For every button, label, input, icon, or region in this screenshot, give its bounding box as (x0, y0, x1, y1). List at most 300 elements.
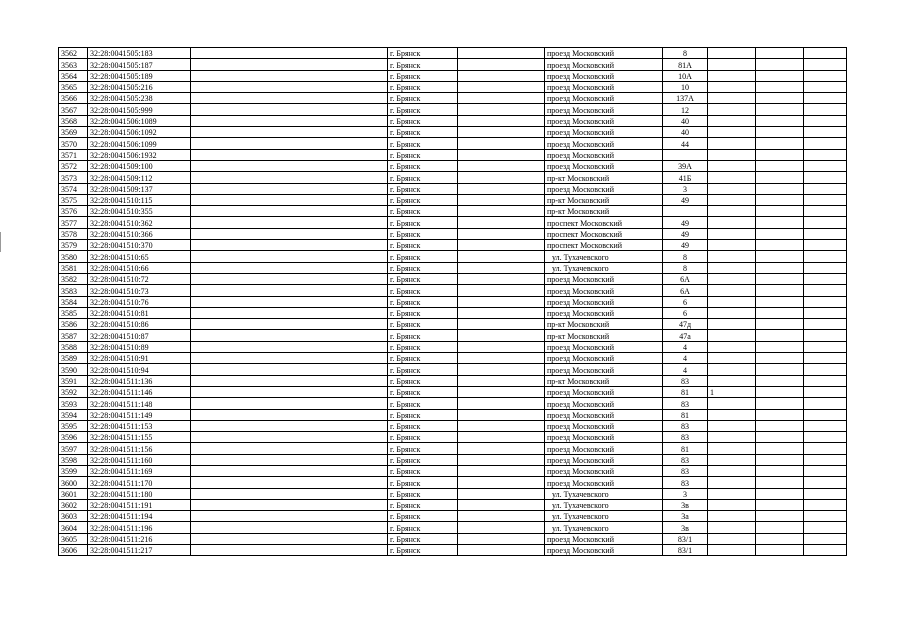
row-number-cell: 3592 (59, 386, 88, 397)
empty-cell (191, 488, 388, 499)
note-cell (708, 115, 756, 126)
street-cell: ул. Тухачевского (545, 262, 663, 273)
note-cell (708, 81, 756, 92)
empty-cell (458, 420, 545, 431)
note-cell (708, 511, 756, 522)
note-cell (708, 307, 756, 318)
table-row (59, 341, 847, 352)
cadastral-number-cell: 32:28:0041510:115 (88, 194, 191, 205)
cadastral-number-cell: 32:28:0041506:1089 (88, 115, 191, 126)
empty-cell (804, 296, 847, 307)
house-number-cell: 8 (663, 251, 708, 262)
city-cell: г. Брянск (388, 465, 458, 476)
empty-cell (804, 183, 847, 194)
empty-cell (756, 499, 804, 510)
street-cell: ул. Тухачевского (545, 499, 663, 510)
empty-cell (191, 409, 388, 420)
cadastral-number-cell: 32:28:0041510:370 (88, 240, 191, 251)
row-number-cell: 3566 (59, 93, 88, 104)
row-number-cell: 3604 (59, 522, 88, 533)
empty-cell (458, 499, 545, 510)
table-row (59, 160, 847, 171)
house-number-cell: 12 (663, 104, 708, 115)
house-number-cell: 49 (663, 240, 708, 251)
empty-cell (756, 364, 804, 375)
empty-cell (458, 353, 545, 364)
table-row (59, 420, 847, 431)
street-cell: проезд Московский (545, 386, 663, 397)
empty-cell (756, 522, 804, 533)
street-cell: пр-кт Московский (545, 319, 663, 330)
row-number-cell: 3580 (59, 251, 88, 262)
row-number-cell: 3585 (59, 307, 88, 318)
empty-cell (756, 409, 804, 420)
street-cell: проезд Московский (545, 127, 663, 138)
street-cell: пр-кт Московский (545, 206, 663, 217)
table-row (59, 319, 847, 330)
table-row (59, 81, 847, 92)
cadastral-number-cell: 32:28:0041510:73 (88, 285, 191, 296)
note-cell (708, 240, 756, 251)
empty-cell (804, 488, 847, 499)
empty-cell (804, 172, 847, 183)
row-number-cell: 3603 (59, 511, 88, 522)
empty-cell (458, 172, 545, 183)
empty-cell (191, 420, 388, 431)
empty-cell (804, 364, 847, 375)
street-cell: пр-кт Московский (545, 375, 663, 386)
house-number-cell: 39А (663, 160, 708, 171)
empty-cell (191, 48, 388, 59)
house-number-cell: 10А (663, 70, 708, 81)
empty-cell (756, 465, 804, 476)
empty-cell (804, 240, 847, 251)
empty-cell (458, 386, 545, 397)
note-cell (708, 409, 756, 420)
city-cell: г. Брянск (388, 149, 458, 160)
street-cell: проезд Московский (545, 115, 663, 126)
row-number-cell: 3567 (59, 104, 88, 115)
empty-cell (458, 115, 545, 126)
cadastral-number-cell: 32:28:0041510:89 (88, 341, 191, 352)
note-cell (708, 217, 756, 228)
house-number-cell: 3а (663, 511, 708, 522)
house-number-cell: 81 (663, 409, 708, 420)
house-number-cell: 3 (663, 183, 708, 194)
cadastral-number-cell: 32:28:0041510:362 (88, 217, 191, 228)
empty-cell (756, 330, 804, 341)
empty-cell (191, 330, 388, 341)
note-cell (708, 319, 756, 330)
house-number-cell: 6 (663, 296, 708, 307)
table-row (59, 217, 847, 228)
house-number-cell: 44 (663, 138, 708, 149)
empty-cell (191, 228, 388, 239)
table-row (59, 104, 847, 115)
empty-cell (804, 138, 847, 149)
table-row (59, 70, 847, 81)
empty-cell (804, 409, 847, 420)
table-row (59, 443, 847, 454)
empty-cell (804, 115, 847, 126)
table-row (59, 240, 847, 251)
row-number-cell: 3601 (59, 488, 88, 499)
street-cell: проезд Московский (545, 477, 663, 488)
empty-cell (191, 172, 388, 183)
table-row (59, 330, 847, 341)
cadastral-number-cell: 32:28:0041510:94 (88, 364, 191, 375)
empty-cell (458, 319, 545, 330)
row-number-cell: 3596 (59, 432, 88, 443)
table-row (59, 432, 847, 443)
cadastral-number-cell: 32:28:0041510:87 (88, 330, 191, 341)
empty-cell (458, 307, 545, 318)
cadastral-number-cell: 32:28:0041511:149 (88, 409, 191, 420)
empty-cell (756, 511, 804, 522)
street-cell: проезд Московский (545, 48, 663, 59)
note-cell (708, 364, 756, 375)
empty-cell (458, 240, 545, 251)
empty-cell (191, 240, 388, 251)
empty-cell (191, 398, 388, 409)
empty-cell (756, 296, 804, 307)
table-row (59, 454, 847, 465)
empty-cell (191, 307, 388, 318)
note-cell (708, 375, 756, 386)
city-cell: г. Брянск (388, 194, 458, 205)
note-cell (708, 341, 756, 352)
note-cell (708, 499, 756, 510)
row-number-cell: 3597 (59, 443, 88, 454)
street-cell: пр-кт Московский (545, 194, 663, 205)
street-cell: проезд Московский (545, 364, 663, 375)
empty-cell (756, 127, 804, 138)
empty-cell (804, 93, 847, 104)
note-cell (708, 533, 756, 544)
table-row (59, 353, 847, 364)
street-cell: проезд Московский (545, 307, 663, 318)
empty-cell (756, 545, 804, 556)
row-number-cell: 3573 (59, 172, 88, 183)
note-cell (708, 398, 756, 409)
empty-cell (756, 183, 804, 194)
street-cell: проезд Московский (545, 341, 663, 352)
empty-cell (756, 319, 804, 330)
note-cell (708, 296, 756, 307)
empty-cell (458, 432, 545, 443)
house-number-cell (663, 149, 708, 160)
city-cell: г. Брянск (388, 330, 458, 341)
street-cell: проезд Московский (545, 432, 663, 443)
empty-cell (804, 104, 847, 115)
empty-cell (191, 273, 388, 284)
empty-cell (458, 477, 545, 488)
empty-cell (458, 443, 545, 454)
empty-cell (756, 172, 804, 183)
house-number-cell: 83 (663, 477, 708, 488)
cadastral-number-cell: 32:28:0041505:999 (88, 104, 191, 115)
note-cell (708, 273, 756, 284)
empty-cell (804, 194, 847, 205)
row-number-cell: 3582 (59, 273, 88, 284)
city-cell: г. Брянск (388, 160, 458, 171)
empty-cell (804, 319, 847, 330)
empty-cell (458, 273, 545, 284)
empty-cell (191, 183, 388, 194)
house-number-cell: 6 (663, 307, 708, 318)
row-number-cell: 3593 (59, 398, 88, 409)
empty-cell (756, 217, 804, 228)
row-number-cell: 3577 (59, 217, 88, 228)
city-cell: г. Брянск (388, 172, 458, 183)
city-cell: г. Брянск (388, 251, 458, 262)
city-cell: г. Брянск (388, 48, 458, 59)
row-number-cell: 3605 (59, 533, 88, 544)
empty-cell (756, 81, 804, 92)
empty-cell (191, 217, 388, 228)
empty-cell (804, 149, 847, 160)
empty-cell (458, 59, 545, 70)
row-number-cell: 3581 (59, 262, 88, 273)
empty-cell (191, 386, 388, 397)
table-row (59, 262, 847, 273)
city-cell: г. Брянск (388, 104, 458, 115)
street-cell: проезд Московский (545, 353, 663, 364)
table-row (59, 533, 847, 544)
empty-cell (458, 330, 545, 341)
empty-cell (804, 307, 847, 318)
house-number-cell: 47а (663, 330, 708, 341)
table-row (59, 296, 847, 307)
note-cell (708, 70, 756, 81)
house-number-cell: 83 (663, 420, 708, 431)
row-number-cell: 3590 (59, 364, 88, 375)
empty-cell (804, 206, 847, 217)
empty-cell (458, 251, 545, 262)
empty-cell (458, 149, 545, 160)
empty-cell (191, 262, 388, 273)
empty-cell (756, 240, 804, 251)
note-cell (708, 465, 756, 476)
table-row (59, 127, 847, 138)
empty-cell (756, 443, 804, 454)
house-number-cell: 6А (663, 285, 708, 296)
table-row (59, 499, 847, 510)
empty-cell (756, 353, 804, 364)
empty-cell (756, 104, 804, 115)
empty-cell (458, 341, 545, 352)
house-number-cell: 49 (663, 194, 708, 205)
table-row (59, 375, 847, 386)
street-cell: проезд Московский (545, 545, 663, 556)
city-cell: г. Брянск (388, 70, 458, 81)
cadastral-number-cell: 32:28:0041510:76 (88, 296, 191, 307)
empty-cell (804, 375, 847, 386)
city-cell: г. Брянск (388, 522, 458, 533)
empty-cell (191, 104, 388, 115)
street-cell: пр-кт Московский (545, 172, 663, 183)
cadastral-number-cell: 32:28:0041511:146 (88, 386, 191, 397)
empty-cell (191, 149, 388, 160)
empty-cell (756, 375, 804, 386)
note-cell (708, 488, 756, 499)
empty-cell (191, 93, 388, 104)
city-cell: г. Брянск (388, 183, 458, 194)
house-number-cell: 83 (663, 454, 708, 465)
empty-cell (191, 499, 388, 510)
city-cell: г. Брянск (388, 353, 458, 364)
cadastral-number-cell: 32:28:0041505:187 (88, 59, 191, 70)
city-cell: г. Брянск (388, 432, 458, 443)
note-cell (708, 545, 756, 556)
empty-cell (804, 330, 847, 341)
city-cell: г. Брянск (388, 386, 458, 397)
empty-cell (756, 206, 804, 217)
house-number-cell: 41Б (663, 172, 708, 183)
table-row (59, 93, 847, 104)
row-number-cell: 3589 (59, 353, 88, 364)
house-number-cell: 47д (663, 319, 708, 330)
empty-cell (458, 217, 545, 228)
note-cell (708, 262, 756, 273)
cadastral-number-cell: 32:28:0041511:156 (88, 443, 191, 454)
empty-cell (756, 398, 804, 409)
empty-cell (458, 398, 545, 409)
street-cell: проезд Московский (545, 138, 663, 149)
house-number-cell: 83 (663, 375, 708, 386)
row-number-cell: 3563 (59, 59, 88, 70)
house-number-cell: 8 (663, 262, 708, 273)
empty-cell (191, 465, 388, 476)
note-cell (708, 93, 756, 104)
empty-cell (804, 545, 847, 556)
city-cell: г. Брянск (388, 499, 458, 510)
empty-cell (756, 160, 804, 171)
empty-cell (191, 81, 388, 92)
house-number-cell: 83/1 (663, 533, 708, 544)
empty-cell (756, 285, 804, 296)
cadastral-number-cell: 32:28:0041511:169 (88, 465, 191, 476)
house-number-cell: 49 (663, 217, 708, 228)
empty-cell (756, 454, 804, 465)
cadastral-number-cell: 32:28:0041505:238 (88, 93, 191, 104)
row-number-cell: 3569 (59, 127, 88, 138)
cadastral-number-cell: 32:28:0041506:1932 (88, 149, 191, 160)
empty-cell (756, 251, 804, 262)
house-number-cell: 49 (663, 228, 708, 239)
empty-cell (458, 285, 545, 296)
street-cell: проезд Московский (545, 70, 663, 81)
row-number-cell: 3570 (59, 138, 88, 149)
empty-cell (458, 454, 545, 465)
house-number-cell: 83 (663, 398, 708, 409)
city-cell: г. Брянск (388, 420, 458, 431)
table-row (59, 138, 847, 149)
row-number-cell: 3568 (59, 115, 88, 126)
note-cell (708, 183, 756, 194)
cadastral-number-cell: 32:28:0041511:191 (88, 499, 191, 510)
empty-cell (191, 364, 388, 375)
city-cell: г. Брянск (388, 375, 458, 386)
note-cell: 1 (708, 386, 756, 397)
street-cell: ул. Тухачевского (545, 488, 663, 499)
row-number-cell: 3584 (59, 296, 88, 307)
empty-cell (756, 138, 804, 149)
city-cell: г. Брянск (388, 477, 458, 488)
empty-cell (191, 251, 388, 262)
empty-cell (804, 477, 847, 488)
city-cell: г. Брянск (388, 127, 458, 138)
empty-cell (458, 127, 545, 138)
house-number-cell: 81 (663, 386, 708, 397)
empty-cell (756, 420, 804, 431)
cadastral-number-cell: 32:28:0041510:91 (88, 353, 191, 364)
cadastral-number-cell: 32:28:0041510:366 (88, 228, 191, 239)
house-number-cell: 4 (663, 364, 708, 375)
street-cell: проезд Московский (545, 533, 663, 544)
table-row (59, 398, 847, 409)
table-row (59, 409, 847, 420)
empty-cell (756, 386, 804, 397)
city-cell: г. Брянск (388, 273, 458, 284)
note-cell (708, 454, 756, 465)
table-row (59, 149, 847, 160)
note-cell (708, 206, 756, 217)
cadastral-number-cell: 32:28:0041510:72 (88, 273, 191, 284)
table-row (59, 251, 847, 262)
empty-cell (756, 273, 804, 284)
row-number-cell: 3598 (59, 454, 88, 465)
cadastral-number-cell: 32:28:0041510:355 (88, 206, 191, 217)
row-number-cell: 3587 (59, 330, 88, 341)
note-cell (708, 285, 756, 296)
empty-cell (804, 70, 847, 81)
street-cell: пр-кт Московский (545, 330, 663, 341)
empty-cell (458, 465, 545, 476)
empty-cell (191, 206, 388, 217)
empty-cell (458, 194, 545, 205)
empty-cell (756, 488, 804, 499)
cadastral-number-cell: 32:28:0041511:155 (88, 432, 191, 443)
empty-cell (458, 488, 545, 499)
note-cell (708, 127, 756, 138)
row-number-cell: 3572 (59, 160, 88, 171)
city-cell: г. Брянск (388, 296, 458, 307)
empty-cell (756, 48, 804, 59)
cadastral-number-cell: 32:28:0041505:216 (88, 81, 191, 92)
empty-cell (804, 465, 847, 476)
note-cell (708, 48, 756, 59)
city-cell: г. Брянск (388, 206, 458, 217)
table-row (59, 273, 847, 284)
empty-cell (191, 285, 388, 296)
street-cell: проезд Московский (545, 104, 663, 115)
street-cell: проезд Московский (545, 160, 663, 171)
empty-cell (804, 522, 847, 533)
note-cell (708, 149, 756, 160)
empty-cell (458, 160, 545, 171)
note-cell (708, 353, 756, 364)
empty-cell (191, 127, 388, 138)
empty-cell (458, 296, 545, 307)
empty-cell (191, 375, 388, 386)
empty-cell (458, 545, 545, 556)
row-number-cell: 3579 (59, 240, 88, 251)
empty-cell (191, 115, 388, 126)
empty-cell (458, 81, 545, 92)
empty-cell (458, 533, 545, 544)
empty-cell (804, 511, 847, 522)
